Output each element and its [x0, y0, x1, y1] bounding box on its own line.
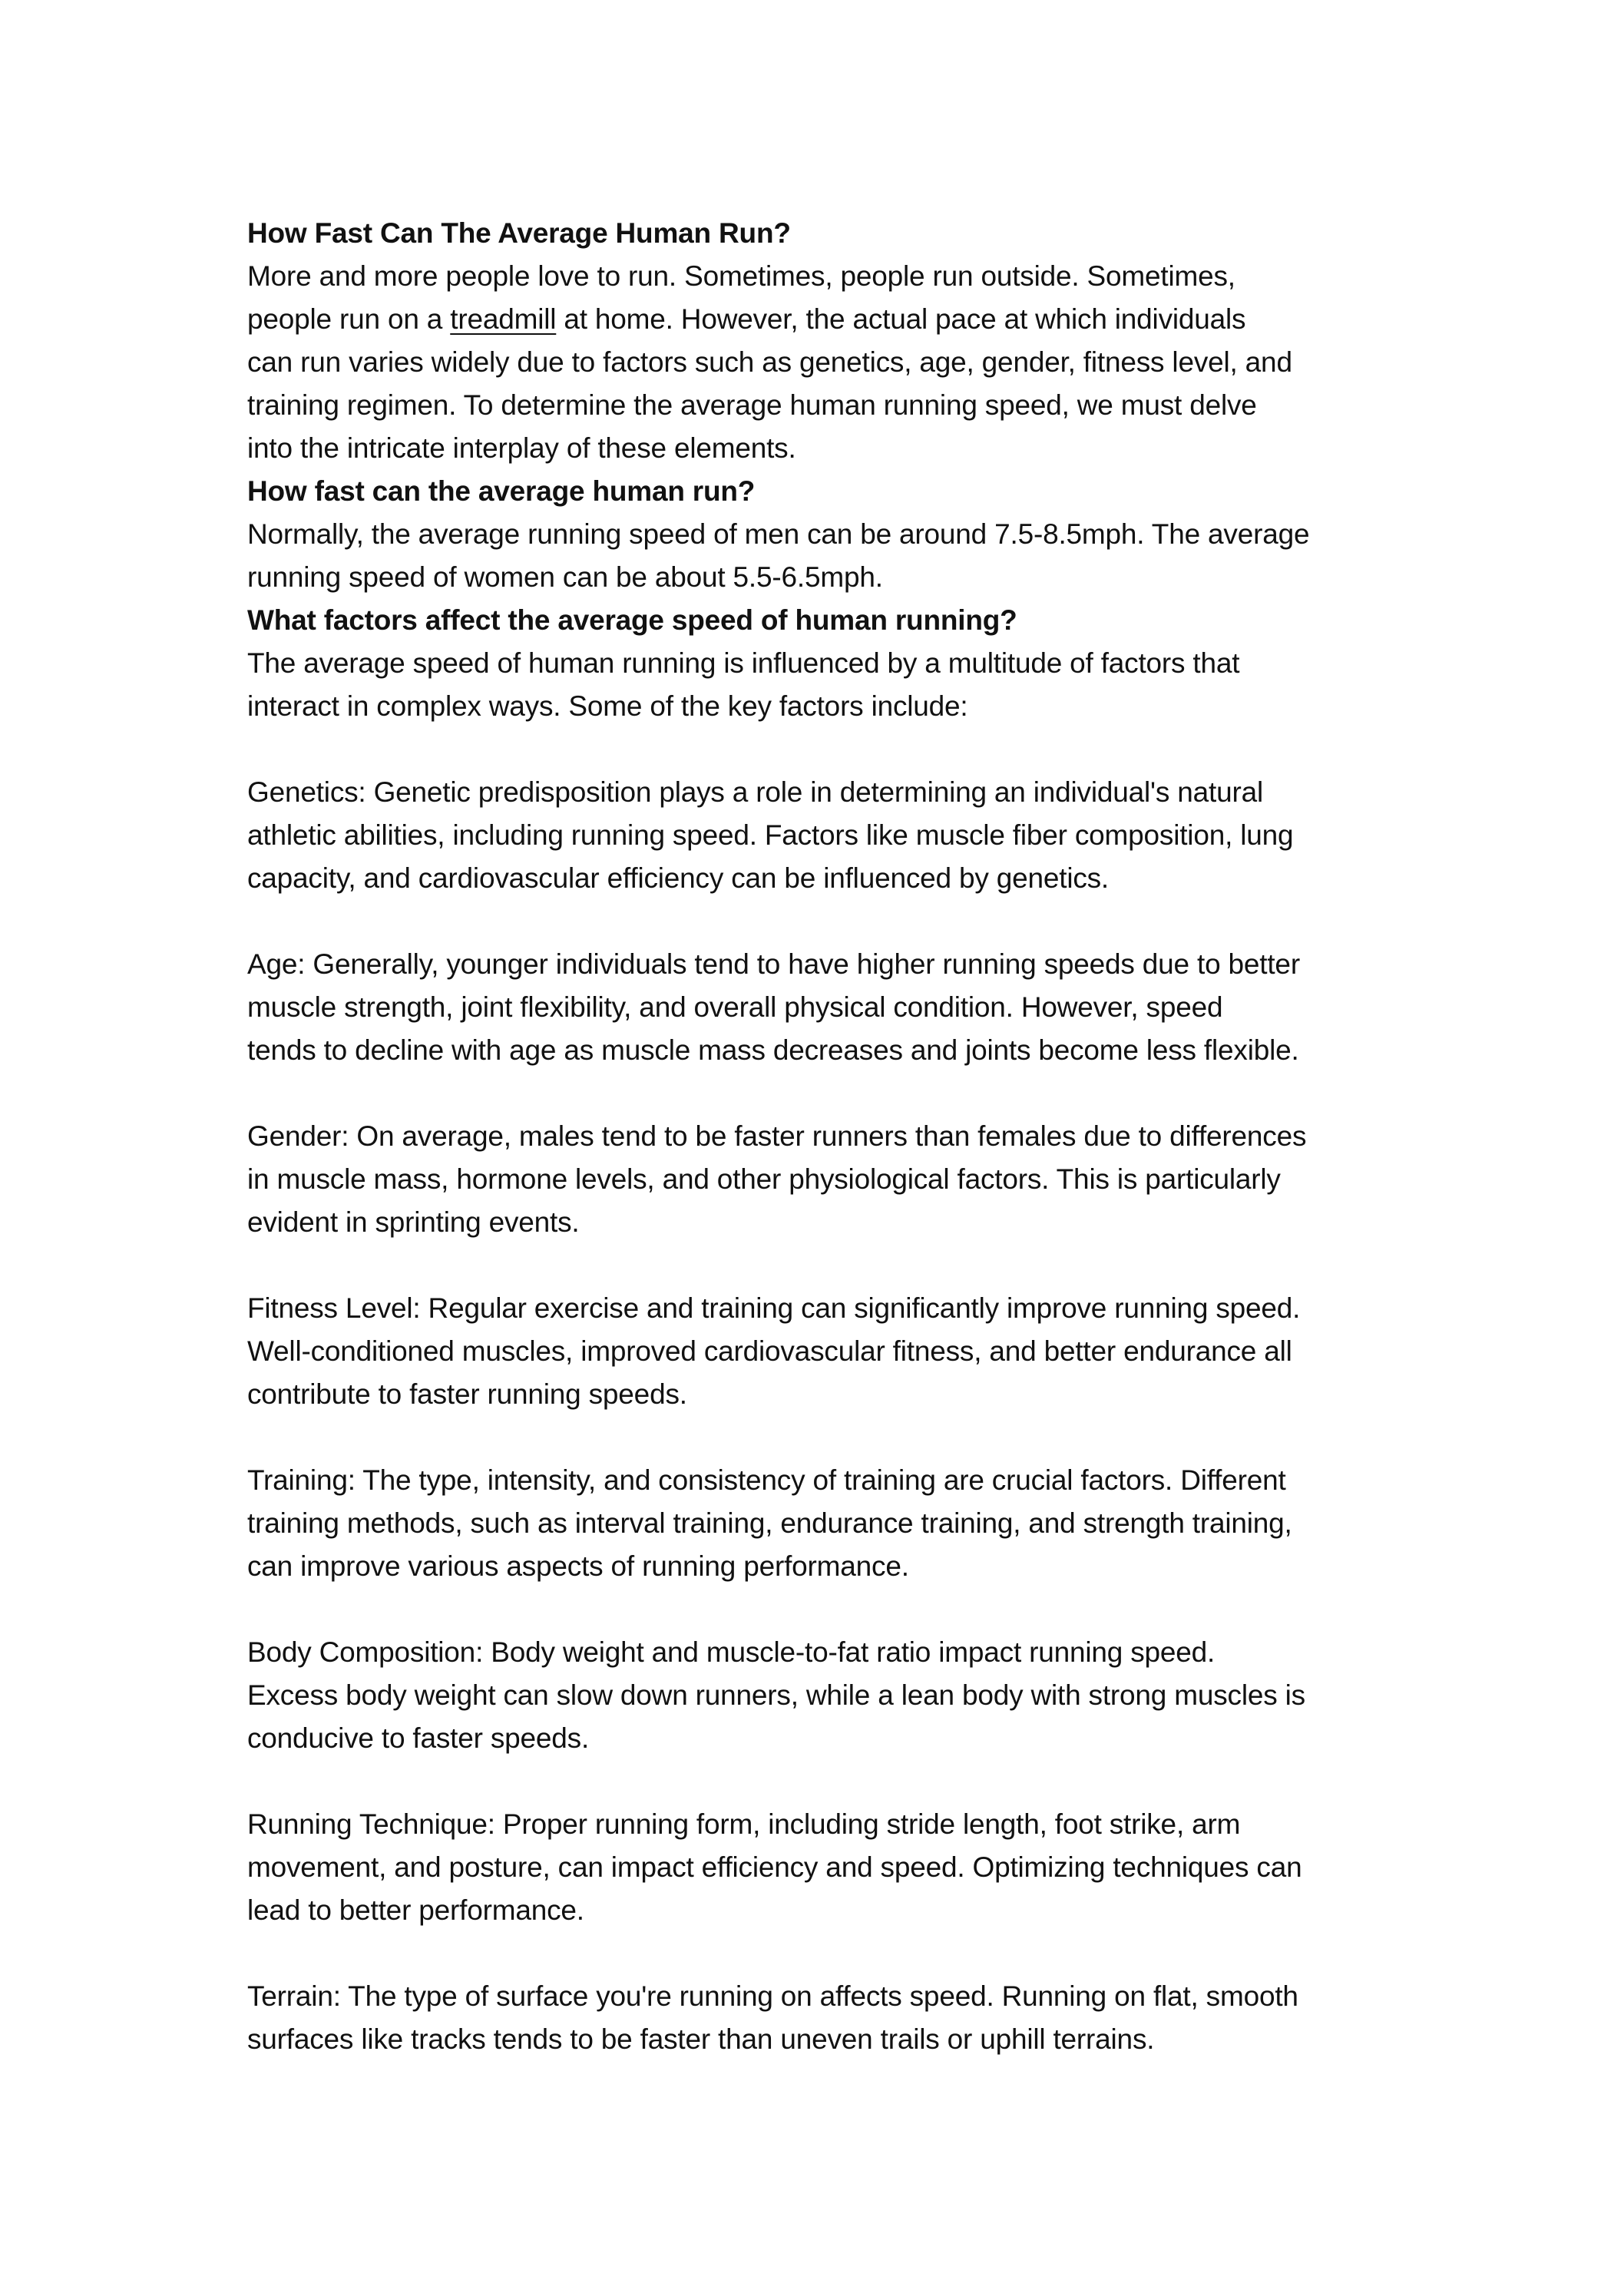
speed-paragraph — [247, 513, 1399, 599]
paragraph-gap — [247, 728, 1399, 771]
paragraph-line: capacity, and cardiovascular efficiency can be influenced by genetics. — [247, 862, 1110, 894]
intro-paragraph — [247, 255, 1399, 470]
paragraph-line: athletic abilities, including running speed. Factors like muscle fiber composition, lung — [247, 819, 1294, 851]
paragraph-line: tends to decline with age as muscle mass decreases and joints become less flexible. — [247, 1034, 1299, 1066]
document-page — [247, 212, 1399, 2061]
paragraph-line: movement, and posture, can impact efficiency and speed. Optimizing techniques can — [247, 1851, 1302, 1883]
paragraph-line: Body Composition: Body weight and muscle-to-fat ratio impact running speed. — [247, 1636, 1216, 1668]
factors-intro-paragraph — [247, 642, 1399, 728]
section-heading-speed: How fast can the average human run? — [247, 475, 756, 507]
paragraph-line: Fitness Level: Regular exercise and training can significantly improve running speed. — [247, 1292, 1301, 1324]
paragraph-line: running speed of women can be about 5.5-6.5mph. — [247, 561, 883, 593]
fitness-paragraph — [247, 1287, 1399, 1416]
paragraph-line: Well-conditioned muscles, improved cardiovascular fitness, and better endurance all — [247, 1335, 1292, 1367]
paragraph-line: Training: The type, intensity, and consistency of training are crucial factors. Different — [247, 1464, 1286, 1496]
paragraph-line: training regimen. To determine the average human running speed, we must delve — [247, 389, 1257, 421]
paragraph-gap — [247, 1588, 1399, 1631]
paragraph-line: training methods, such as interval training, endurance training, and strength training, — [247, 1507, 1292, 1539]
paragraph-gap — [247, 1760, 1399, 1803]
treadmill-link[interactable]: treadmill — [450, 303, 557, 335]
gender-paragraph — [247, 1115, 1399, 1244]
paragraph-line: Terrain: The type of surface you're running on affects speed. Running on flat, smooth — [247, 1980, 1298, 2012]
paragraph-gap — [247, 1416, 1399, 1459]
paragraph-line: Normally, the average running speed of men can be around 7.5-8.5mph. The average — [247, 518, 1310, 550]
paragraph-line: surfaces like tracks tends to be faster than uneven trails or uphill terrains. — [247, 2023, 1155, 2055]
paragraph-line: conducive to faster speeds. — [247, 1722, 590, 1754]
paragraph-gap — [247, 900, 1399, 943]
paragraph-line: interact in complex ways. Some of the key factors include: — [247, 690, 968, 722]
terrain-paragraph — [247, 1975, 1399, 2061]
paragraph-line: lead to better performance. — [247, 1894, 584, 1926]
age-paragraph — [247, 943, 1399, 1072]
paragraph-line: can run varies widely due to factors such as genetics, age, gender, fitness level, and — [247, 346, 1292, 378]
paragraph-line: The average speed of human running is influenced by a multitude of factors that — [247, 647, 1240, 679]
paragraph-gap — [247, 1244, 1399, 1287]
paragraph-line: can improve various aspects of running performance. — [247, 1550, 909, 1582]
paragraph-line: muscle strength, joint flexibility, and overall physical condition. However, speed — [247, 991, 1223, 1023]
running-technique-paragraph — [247, 1803, 1399, 1932]
paragraph-line: Running Technique: Proper running form, including stride length, foot strike, arm — [247, 1808, 1241, 1840]
paragraph-gap — [247, 1072, 1399, 1115]
training-paragraph — [247, 1459, 1399, 1588]
document-title: How Fast Can The Average Human Run? — [247, 217, 791, 249]
section-heading-factors: What factors affect the average speed of human running? — [247, 604, 1017, 636]
paragraph-line: Gender: On average, males tend to be faster runners than females due to differences — [247, 1120, 1307, 1152]
paragraph-line: in muscle mass, hormone levels, and other physiological factors. This is particularly — [247, 1163, 1281, 1195]
paragraph-line: contribute to faster running speeds. — [247, 1378, 687, 1410]
paragraph-line: into the intricate interplay of these elements. — [247, 432, 796, 464]
body-composition-paragraph — [247, 1631, 1399, 1760]
paragraph-line: evident in sprinting events. — [247, 1206, 580, 1238]
paragraph-line — [247, 298, 1399, 341]
paragraph-line: Age: Generally, younger individuals tend to have higher running speeds due to better — [247, 948, 1300, 980]
text-run: people run on a — [247, 303, 451, 335]
paragraph-line: More and more people love to run. Sometimes, people run outside. Sometimes, — [247, 260, 1235, 292]
paragraph-gap — [247, 1932, 1399, 1975]
text-run: at home. However, the actual pace at which individuals — [556, 303, 1246, 335]
paragraph-line: Excess body weight can slow down runners, while a lean body with strong muscles is — [247, 1679, 1305, 1711]
paragraph-line: Genetics: Genetic predisposition plays a role in determining an individual's natural — [247, 776, 1264, 808]
genetics-paragraph — [247, 771, 1399, 900]
